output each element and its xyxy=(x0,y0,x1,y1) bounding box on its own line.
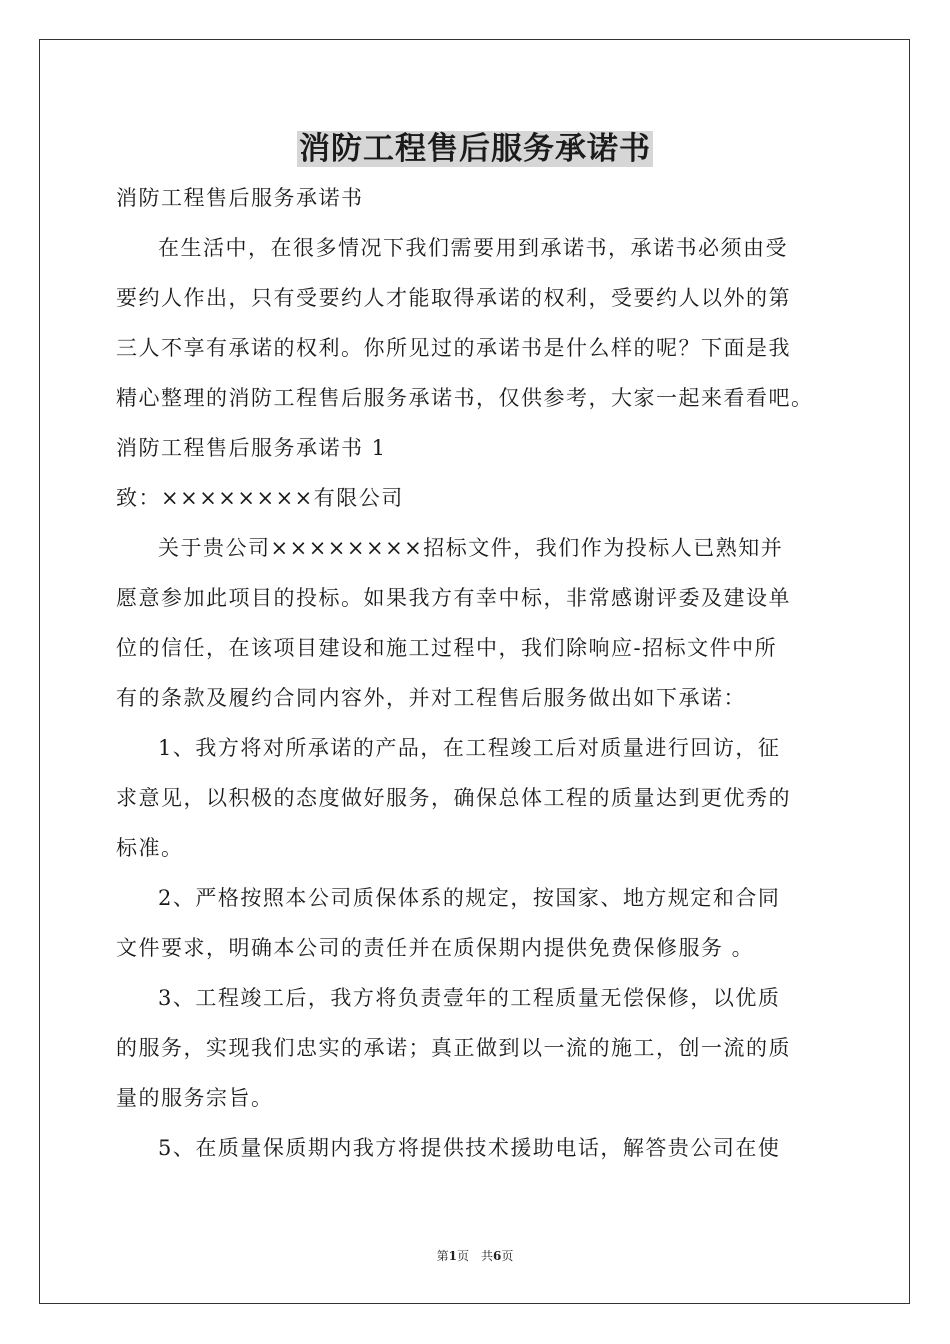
body-line: 5、在质量保质期内我方将提供技术援助电话，解答贵公司在使 xyxy=(158,1136,781,1160)
body-line: 求意见，以积极的态度做好服务，确保总体工程的质量达到更优秀的 xyxy=(116,786,791,810)
body-line: 量的服务宗旨。 xyxy=(116,1086,274,1110)
subtitle-line: 消防工程售后服务承诺书 xyxy=(116,186,364,210)
body-line: 在生活中，在很多情况下我们需要用到承诺书，承诺书必须由受 xyxy=(158,236,788,260)
page-label-mid: 页 共 xyxy=(456,1249,493,1263)
body-line: 3、工程竣工后，我方将负责壹年的工程质量无偿保修，以优质 xyxy=(158,986,781,1010)
body-line: 文件要求，明确本公司的责任并在质保期内提供免费保修服务 。 xyxy=(116,936,755,960)
body-line: 有的条款及履约合同内容外，并对工程售后服务做出如下承诺： xyxy=(116,686,746,710)
body-line: 精心整理的消防工程售后服务承诺书，仅供参考，大家一起来看看吧。 xyxy=(116,386,814,410)
body-line: 2、严格按照本公司质保体系的规定，按国家、地方规定和合同 xyxy=(158,886,781,910)
body-line: 三人不享有承诺的权利。你所见过的承诺书是什么样的呢？下面是我 xyxy=(116,336,791,360)
page-label-prefix: 第 xyxy=(436,1249,449,1263)
document-title-text: 消防工程售后服务承诺书 xyxy=(299,131,651,167)
page-footer xyxy=(0,1248,950,1264)
salutation-line: 致：××××××××有限公司 xyxy=(116,486,404,510)
page-current: 1 xyxy=(448,1249,457,1263)
body-line: 关于贵公司××××××××招标文件，我们作为投标人已熟知并 xyxy=(158,536,784,560)
page-frame xyxy=(39,39,910,1304)
section-heading: 消防工程售后服务承诺书 1 xyxy=(116,436,387,460)
body-line: 1、我方将对所承诺的产品，在工程竣工后对质量进行回访，征 xyxy=(158,736,781,760)
body-line: 要约人作出，只有受要约人才能取得承诺的权利，受要约人以外的第 xyxy=(116,286,791,310)
page-total: 6 xyxy=(493,1249,502,1263)
body-line: 愿意参加此项目的投标。如果我方有幸中标，非常感谢评委及建设单 xyxy=(116,586,791,610)
document-title xyxy=(0,127,950,171)
page-label-suffix: 页 xyxy=(501,1249,514,1263)
body-line: 标准。 xyxy=(116,836,184,860)
body-line: 位的信任，在该项目建设和施工过程中，我们除响应-招标文件中所 xyxy=(116,636,778,660)
body-line: 的服务，实现我们忠实的承诺；真正做到以一流的施工，创一流的质 xyxy=(116,1036,791,1060)
